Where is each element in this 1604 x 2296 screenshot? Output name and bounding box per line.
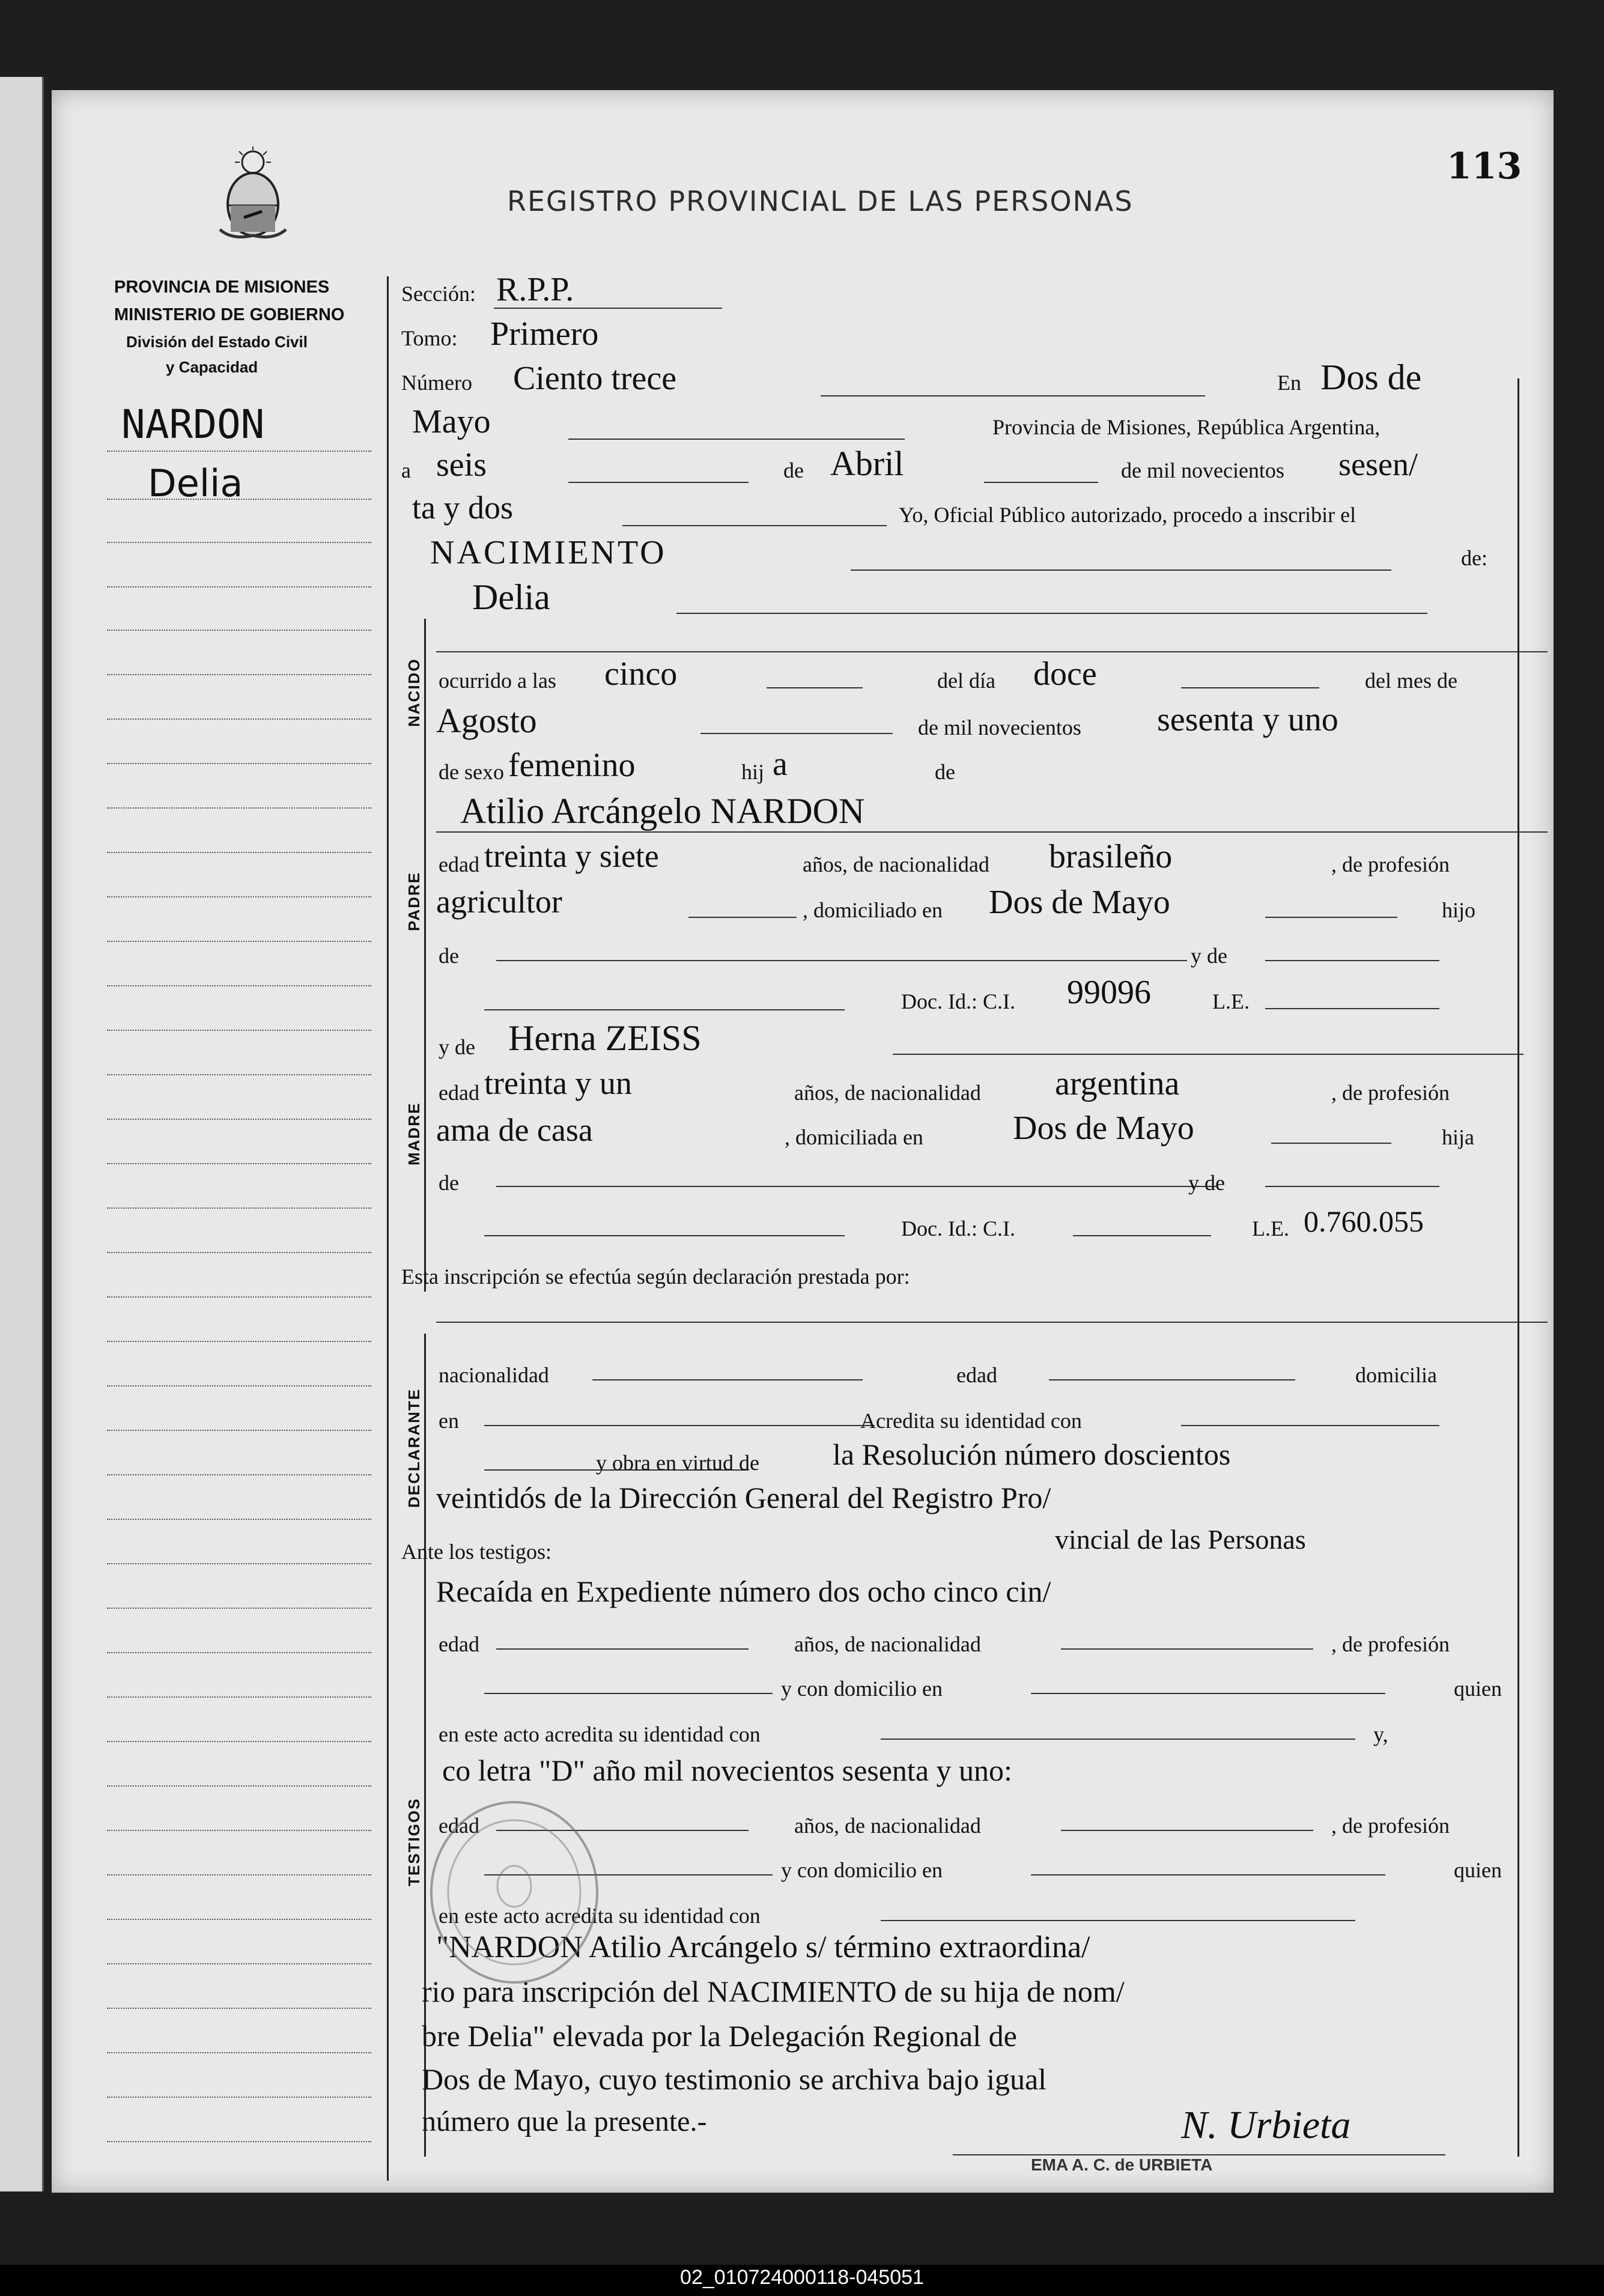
margin-rule — [107, 1608, 371, 1609]
fill-line — [568, 439, 905, 440]
seccion-value: R.P.P. — [496, 271, 574, 308]
de-prof-label-2: , de profesión — [1331, 1081, 1450, 1105]
testigos-label: Ante los testigos: — [401, 1540, 551, 1564]
tomo-label: Tomo: — [401, 326, 458, 350]
de-mil-label: de mil novecientos — [1121, 458, 1284, 482]
margin-rule — [107, 1252, 371, 1253]
yo-label: Yo, Oficial Público autorizado, procedo a inscribir el — [899, 503, 1356, 527]
fill-line — [1265, 1008, 1439, 1009]
margin-rule — [107, 674, 371, 675]
madre-edad-value: treinta y un — [484, 1065, 632, 1101]
fill-line — [821, 395, 1205, 396]
de-label-2: de — [439, 1171, 459, 1195]
con-domicilio-label-2: y con domicilio en — [781, 1858, 943, 1882]
anos-nac-label-2: años, de nacionalidad — [794, 1081, 981, 1105]
margin-rule — [107, 2052, 371, 2053]
obra-label: y obra en virtud de — [596, 1451, 759, 1475]
section-nacido-label: NACIDO — [405, 658, 423, 727]
fill-line — [1265, 960, 1439, 961]
margin-divider — [387, 276, 389, 2181]
margin-rule — [107, 2097, 371, 2098]
nota-line-4: Dos de Mayo, cuyo testimonio se archiva bajo igual — [422, 2062, 1047, 2096]
del-dia-label: del día — [937, 669, 995, 693]
margin-rule — [107, 1696, 371, 1698]
fill-line — [700, 733, 893, 734]
edad-label-4: edad — [439, 1632, 479, 1656]
padre-nac-value: brasileño — [1049, 838, 1173, 875]
edad-label: edad — [439, 852, 479, 876]
padre-dom-value: Dos de Mayo — [989, 884, 1170, 921]
fill-line — [1181, 1425, 1439, 1426]
edad-label-5: edad — [439, 1814, 479, 1838]
de-prof-label-4: , de profesión — [1331, 1814, 1450, 1838]
fill-line — [496, 1186, 1217, 1187]
fill-line — [494, 308, 722, 309]
de-colon-label: de: — [1461, 546, 1487, 570]
margin-rule — [107, 1074, 371, 1075]
domiciliado-label: , domiciliado en — [803, 898, 943, 922]
fill-line — [1061, 1830, 1313, 1831]
de-prof-label: , de profesión — [1331, 852, 1450, 876]
margin-rule — [107, 2141, 371, 2142]
margin-rule — [107, 1830, 371, 1831]
margin-rule — [107, 630, 371, 631]
margin-rule — [107, 451, 371, 452]
margin-rule — [107, 852, 371, 853]
de-label: de — [439, 944, 459, 968]
section-bracket — [424, 805, 426, 1051]
de-sexo-label: de sexo — [439, 760, 504, 784]
padre-ci-value: 99096 — [1067, 974, 1151, 1011]
dia-nac-value: doce — [1033, 655, 1097, 693]
hij-label: hij — [741, 760, 765, 784]
madre-nac-value: argentina — [1055, 1065, 1180, 1102]
margin-rule — [107, 1474, 371, 1475]
nota-line-5: número que la presente.- — [422, 2106, 707, 2137]
page-title: REGISTRO PROVINCIAL DE LAS PERSONAS — [507, 185, 1134, 217]
margin-rule — [107, 499, 371, 500]
quien-label: quien — [1454, 1677, 1502, 1701]
doc-id-label-2: Doc. Id.: C.I. — [901, 1216, 1015, 1241]
fill-line — [1265, 1186, 1439, 1187]
official-seal-icon — [424, 1796, 604, 1988]
fill-line — [893, 1054, 1523, 1055]
fill-line — [436, 651, 1548, 652]
margin-rule — [107, 542, 371, 543]
hija-label: hija — [1442, 1125, 1474, 1149]
margin-rule — [107, 1919, 371, 1920]
margin-rule — [107, 896, 371, 897]
mes-nac-value: Agosto — [436, 701, 537, 740]
fill-line — [592, 1379, 863, 1380]
esta-label: Esta inscripción se efectúa según declaración prestada por: — [401, 1265, 910, 1289]
fill-line — [484, 1235, 845, 1236]
margin-rule — [107, 1296, 371, 1298]
margin-rule — [107, 1163, 371, 1164]
virtud-line-3: vincial de las Personas — [1055, 1524, 1306, 1555]
de-label: de — [783, 458, 804, 482]
fill-line — [484, 1693, 773, 1694]
de-prof-label-3: , de profesión — [1331, 1632, 1450, 1656]
domiciliada-label: , domiciliada en — [785, 1125, 923, 1149]
margin-rule — [107, 1963, 371, 1964]
margin-rule — [107, 1385, 371, 1386]
virtud-line-2: veintidós de la Dirección General del Registro Pro/ — [436, 1481, 1051, 1514]
de-2-label: de — [935, 760, 955, 784]
padre-edad-value: treinta y siete — [484, 838, 659, 874]
numero-label: Número — [401, 371, 472, 395]
edad-label-3: edad — [956, 1363, 997, 1387]
division-label-2: y Capacidad — [166, 358, 258, 376]
ministry-label: MINISTERIO DE GOBIERNO — [114, 305, 345, 324]
le-label: L.E. — [1212, 989, 1250, 1013]
fill-line — [881, 1739, 1355, 1740]
acto-label-2: en este acto acredita su identidad con — [439, 1904, 761, 1928]
madre-prof-value: ama de casa — [436, 1112, 593, 1148]
fill-line — [1049, 1379, 1295, 1380]
fill-line — [984, 482, 1098, 483]
anos-nac-label-3: años, de nacionalidad — [794, 1632, 981, 1656]
mayo-value: Mayo — [412, 403, 491, 440]
facing-page-edge — [0, 77, 44, 2191]
margin-rule — [107, 1207, 371, 1209]
right-frame-line — [1517, 378, 1519, 2157]
section-testigos-label: TESTIGOS — [405, 1797, 423, 1886]
mes-value: Abril — [830, 444, 904, 483]
section-padre-label: PADRE — [405, 871, 423, 931]
nombre-value: Delia — [472, 577, 550, 617]
edad-label-2: edad — [439, 1081, 479, 1105]
margin-rule — [107, 1119, 371, 1120]
coat-of-arms-icon — [208, 145, 298, 241]
margin-rule — [107, 1741, 371, 1742]
fill-line — [676, 613, 1427, 614]
image-id-caption: 02_010724000118-045051 — [680, 2266, 924, 2289]
nacionalidad-label: nacionalidad — [439, 1363, 549, 1387]
margin-rule — [107, 2008, 371, 2009]
testigo-line-1: Recaída en Expediente número dos ocho cinco cin/ — [436, 1575, 1051, 1608]
padre-nombre-value: Atilio Arcángelo NARDON — [460, 791, 865, 831]
acto-label: en este acto acredita su identidad con — [439, 1722, 761, 1746]
section-bracket — [424, 1039, 426, 1292]
fill-line — [484, 1425, 875, 1426]
en-label: En — [1277, 371, 1301, 395]
fill-line — [622, 525, 887, 526]
nota-line-3: bre Delia" elevada por la Delegación Regional de — [422, 2019, 1017, 2053]
acredita-label: Acredita su identidad con — [860, 1409, 1082, 1433]
fill-line — [568, 482, 749, 483]
margin-rule — [107, 1430, 371, 1431]
madre-le-value: 0.760.055 — [1304, 1204, 1424, 1238]
fill-line — [1181, 687, 1319, 688]
y-comma-label: y, — [1373, 1722, 1388, 1746]
seccion-label: Sección: — [401, 282, 476, 306]
margin-name: Delia — [148, 461, 243, 505]
register-page — [52, 90, 1554, 2193]
padre-prof-value: agricultor — [436, 884, 562, 920]
fill-line — [496, 1648, 749, 1650]
y-de-label-3: y de — [1188, 1171, 1225, 1195]
fill-line — [767, 687, 863, 688]
y-de-label: y de — [1191, 944, 1227, 968]
hijo-label: hijo — [1442, 898, 1476, 922]
signature: N. Urbieta — [1181, 2103, 1351, 2147]
page-number: 113 — [1447, 145, 1522, 187]
signature-stamp: EMA A. C. de URBIETA — [1031, 2155, 1213, 2174]
doc-id-label: Doc. Id.: C.I. — [901, 989, 1015, 1013]
ocurrido-label: ocurrido a las — [439, 669, 556, 693]
hora-value: cinco — [604, 655, 678, 693]
fill-line — [1271, 1143, 1391, 1144]
a-label: a — [401, 458, 411, 482]
section-bracket — [424, 1334, 426, 1634]
del-mes-label: del mes de — [1365, 669, 1457, 693]
margin-rule — [107, 1874, 371, 1875]
fill-line — [496, 960, 1187, 961]
margin-rule — [107, 985, 371, 986]
tomo-value: Primero — [490, 315, 599, 353]
dia-value: seis — [436, 446, 487, 484]
margin-rule — [107, 586, 371, 588]
division-label: División del Estado Civil — [126, 333, 308, 351]
fill-line — [436, 1322, 1548, 1323]
margin-rule — [107, 1652, 371, 1653]
section-madre-label: MADRE — [405, 1102, 423, 1165]
anio-nac-value: sesenta y uno — [1157, 701, 1338, 738]
en-label-2: en — [439, 1409, 459, 1433]
provincia-label: Provincia de Misiones, República Argentina, — [992, 415, 1381, 439]
en-place-value: Dos de — [1320, 357, 1422, 397]
margin-rule — [107, 1563, 371, 1564]
fill-line — [1061, 1648, 1313, 1650]
le-label-2: L.E. — [1252, 1216, 1289, 1241]
anio-value-a: sesen/ — [1338, 446, 1418, 482]
margin-rule — [107, 763, 371, 764]
margin-rule — [107, 718, 371, 720]
fill-line — [484, 1009, 845, 1010]
sexo-value: femenino — [508, 747, 636, 784]
virtud-line-1: la Resolución número doscientos — [833, 1438, 1231, 1471]
hij-suffix: a — [773, 746, 788, 783]
anio-value-b: ta y dos — [412, 490, 513, 526]
fill-line — [688, 917, 797, 918]
section-declarante-label: DECLARANTE — [405, 1388, 423, 1508]
margin-rule — [107, 1030, 371, 1031]
anos-nac-label: años, de nacionalidad — [803, 852, 989, 876]
nota-line-2: rio para inscripción del NACIMIENTO de su hija de nom/ — [422, 1975, 1125, 2008]
domicilia-label: domicilia — [1355, 1363, 1437, 1387]
fill-line — [1265, 917, 1397, 918]
madre-nombre-value: Herna ZEISS — [508, 1018, 702, 1058]
margin-rule — [107, 1785, 371, 1787]
fill-line — [1073, 1235, 1211, 1236]
con-domicilio-label: y con domicilio en — [781, 1677, 943, 1701]
fill-line — [1031, 1874, 1385, 1875]
acto-value: NACIMIENTO — [430, 534, 667, 571]
madre-dom-value: Dos de Mayo — [1013, 1110, 1194, 1147]
margin-surname: NARDON — [121, 401, 265, 448]
de-mil-2-label: de mil novecientos — [918, 715, 1081, 740]
quien-label-2: quien — [1454, 1858, 1502, 1882]
testigo-line-2: co letra "D" año mil novecientos sesenta y uno: — [442, 1754, 1012, 1787]
fill-line — [881, 1920, 1355, 1921]
anos-nac-label-4: años, de nacionalidad — [794, 1814, 981, 1838]
fill-line — [1031, 1693, 1385, 1694]
margin-rule — [107, 941, 371, 942]
margin-rule — [107, 1519, 371, 1520]
margin-rule — [107, 807, 371, 809]
margin-rule — [107, 1341, 371, 1342]
y-de-label: y de — [439, 1035, 475, 1059]
fill-line — [851, 569, 1391, 571]
nota-line-1: "NARDON Atilio Arcángelo s/ término extraordina/ — [436, 1930, 1090, 1964]
numero-value: Ciento trece — [513, 360, 677, 397]
province-label: PROVINCIA DE MISIONES — [114, 278, 330, 297]
